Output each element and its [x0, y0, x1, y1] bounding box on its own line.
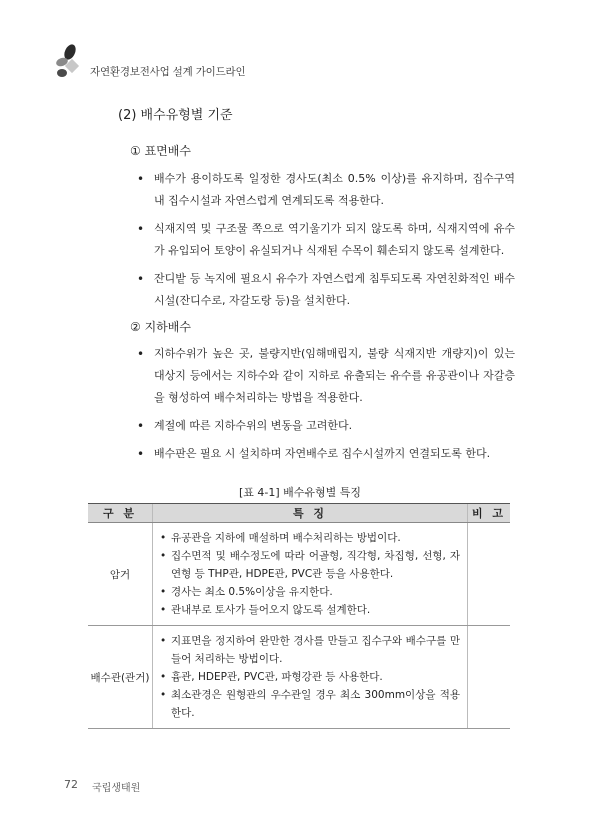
- table-caption: [표 4-1] 배수유형별 특징: [238, 486, 362, 499]
- list-item: • 경사는 최소 0.5%이상을 유지한다.: [160, 583, 460, 601]
- list-item: • 잔디밭 등 녹지에 필요시 유수가 자연스럽게 침투되도록 자연친화적인 배수시설(잔디수로, 자갈도랑 등)을 설치한다.: [135, 268, 515, 312]
- list-item: • 유공관을 지하에 매설하며 배수처리하는 방법이다.: [160, 529, 460, 547]
- list-item: • 계절에 따른 지하수위의 변동을 고려한다.: [135, 415, 515, 437]
- table-header-row: [88, 504, 510, 523]
- subsurface-drainage-list: [135, 343, 515, 471]
- list-item: • 집수면적 및 배수정도에 따라 어골형, 직각형, 차집형, 선형, 자연형 등 THP관, HDPE관, PVC관 등을 사용한다.: [160, 547, 460, 583]
- section-title: (2) 배수유형별 기준: [118, 108, 233, 123]
- drainage-type-table: [88, 503, 510, 729]
- row-label: 배수관(관거): [88, 626, 153, 729]
- header-category: 구 분: [88, 504, 153, 523]
- list-item: • 식재지역 및 구조물 쪽으로 역기울기가 되지 않도록 하며, 식재지역에 유수가 유입되어 토양이 유실되거나 식재된 수목이 훼손되지 않도록 설계한다.: [135, 218, 515, 262]
- table-row: [88, 523, 510, 626]
- list-item: • 지표면을 정지하여 완만한 경사를 만들고 집수구와 배수구를 만들어 처리하는 방법이다.: [160, 632, 460, 668]
- list-item: • 지하수위가 높은 곳, 불량지반(임해매립지, 불량 식재지반 개량지)이 있는 대상지 등에서는 지하수와 같이 지하로 유출되는 유수를 유공관이나 자갈층을 형성하여 배수처리하는 방법을 적용한다.: [135, 343, 515, 409]
- header-notes: 비 고: [468, 504, 511, 523]
- table-row: [88, 626, 510, 729]
- row-note: [468, 626, 511, 729]
- list-item: • 배수판은 필요 시 설치하며 자연배수로 집수시설까지 연결되도록 한다.: [135, 443, 515, 465]
- surface-drainage-title: ① 표면배수: [130, 144, 191, 158]
- page-number: 72: [64, 778, 78, 791]
- header-features: 특 징: [153, 504, 468, 523]
- surface-drainage-list: [135, 168, 515, 318]
- leaf-logo-icon: [56, 44, 84, 78]
- row-features: [153, 523, 468, 626]
- row-note: [468, 523, 511, 626]
- list-item: • 흄관, HDEP관, PVC관, 파형강관 등 사용한다.: [160, 668, 460, 686]
- list-item: • 관내부로 토사가 들어오지 않도록 설계한다.: [160, 601, 460, 619]
- list-item: • 최소관경은 원형관의 우수관일 경우 최소 300mm이상을 적용한다.: [160, 686, 460, 722]
- header-title: 자연환경보전사업 설계 가이드라인: [90, 66, 246, 78]
- row-features: [153, 626, 468, 729]
- list-item: • 배수가 용이하도록 일정한 경사도(최소 0.5% 이상)를 유지하며, 집수구역 내 집수시설과 자연스럽게 연계되도록 적용한다.: [135, 168, 515, 212]
- footer-organization: 국립생태원: [92, 783, 141, 794]
- row-label: 암거: [88, 523, 153, 626]
- subsurface-drainage-title: ② 지하배수: [130, 320, 191, 334]
